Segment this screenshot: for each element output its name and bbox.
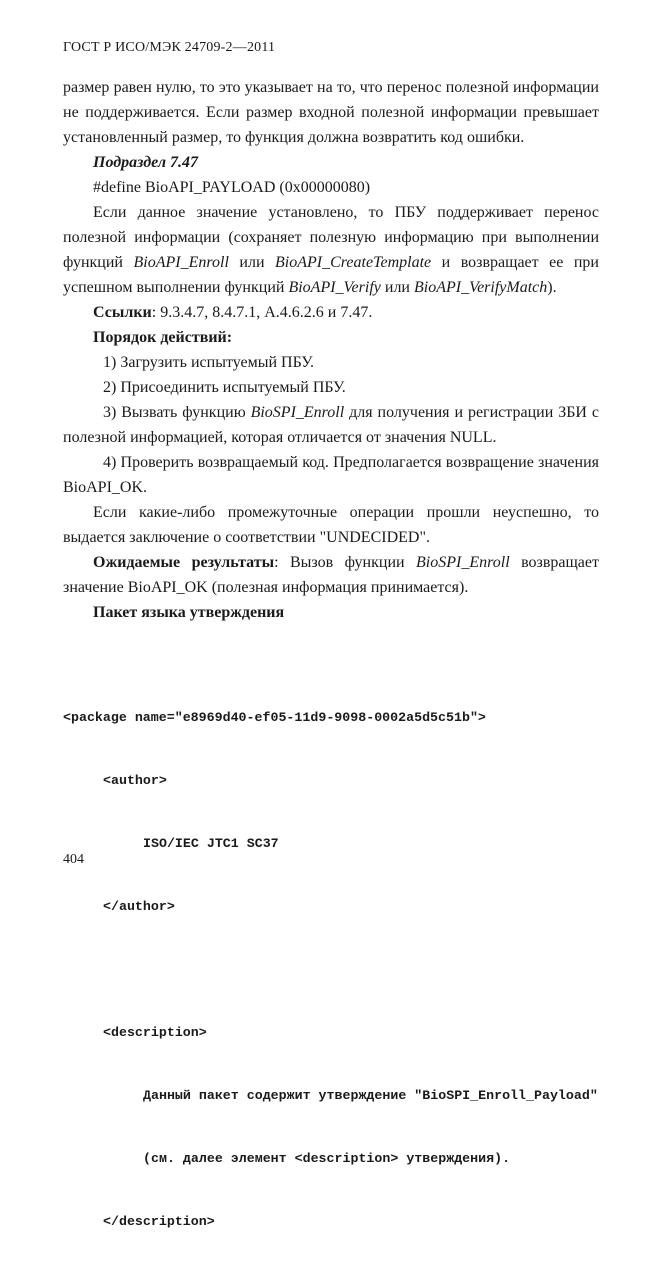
expected-label: Ожидаемые результаты [93,554,275,571]
code-line: <package name="e8969d40-ef05-11d9-9098-0002a5d5c51b"> [63,710,486,725]
step-2: 2) Присоединить испытуемый ПБУ. [103,379,346,396]
function-name: BioAPI_Verify [288,279,381,296]
code-line: Данный пакет содержит утверждение "BioSPI_Enroll_Payload" [143,1088,598,1103]
function-name: BioSPI_Enroll [250,404,345,421]
code-line: </description> [103,1214,215,1229]
function-name: BioAPI_Enroll [133,254,229,271]
text-run: для получения и регистрации ЗБИ с полезной информацией, которая отличается от значения NULL. [63,404,599,446]
text-run: 3) Вызвать функцию [103,404,251,421]
page-number: 404 [63,852,84,867]
text-run: ). [547,279,557,296]
standard-header: ГОСТ Р ИСО/МЭК 24709-2—2011 [63,40,276,55]
code-line: ISO/IEC JTC1 SC37 [143,836,279,851]
procedure-title: Порядок действий: [93,329,233,346]
package-title: Пакет языка утверждения [93,604,285,621]
main-text [63,75,599,625]
code-line: <author> [103,773,167,788]
expected-results [63,550,599,600]
function-name: BioAPI_CreateTemplate [275,254,432,271]
text-run: и возвращает ее при успешном выполнении функций [63,254,599,296]
text-run: или [228,254,276,271]
function-name: BioSPI_Enroll [416,554,510,571]
step-3 [63,400,599,450]
subsection-title: Подраздел 7.47 [93,154,199,171]
text-run: Если данное значение установлено, то ПБУ поддерживает перенос полезной информации (сохраняет полезную информацию при выполнении функций [63,204,599,271]
function-name: BioAPI_VerifyMatch [413,279,548,296]
text-run: : Вызов функции [274,554,417,571]
code-line: <description> [103,1025,207,1040]
undecided-note: Если какие-либо промежуточные операции прошли неуспешно, то выдается заключение о соответствии "UNDECIDED". [63,504,599,546]
code-blank-line [63,959,598,980]
references [63,300,599,325]
step-1: 1) Загрузить испытуемый ПБУ. [103,354,314,371]
code-line: (см. далее элемент <description> утверждения). [143,1151,511,1166]
text-run: возвращает значение BioAPI_OK (полезная информация принимается). [63,554,600,596]
paragraph-continuation: размер равен нулю, то это указывает на то, что перенос полезной информации не поддерживается. Если размер входной полезной информации превышает установленный размер, то функция должна возвратить код ошибки. [63,79,599,146]
step-4: 4) Проверить возвращаемый код. Предполагается возвращение значения BioAPI_OK. [63,454,599,496]
text-run: или [380,279,414,296]
subsection-heading [63,150,599,175]
code-line: </author> [103,899,175,914]
references-text: : 9.3.4.7, 8.4.7.1, А.4.6.2.6 и 7.47. [151,304,373,321]
references-label: Ссылки [93,304,152,321]
payload-description [63,200,599,300]
code-block [63,665,598,1274]
define-line: #define BioAPI_PAYLOAD (0x00000080) [93,179,371,196]
